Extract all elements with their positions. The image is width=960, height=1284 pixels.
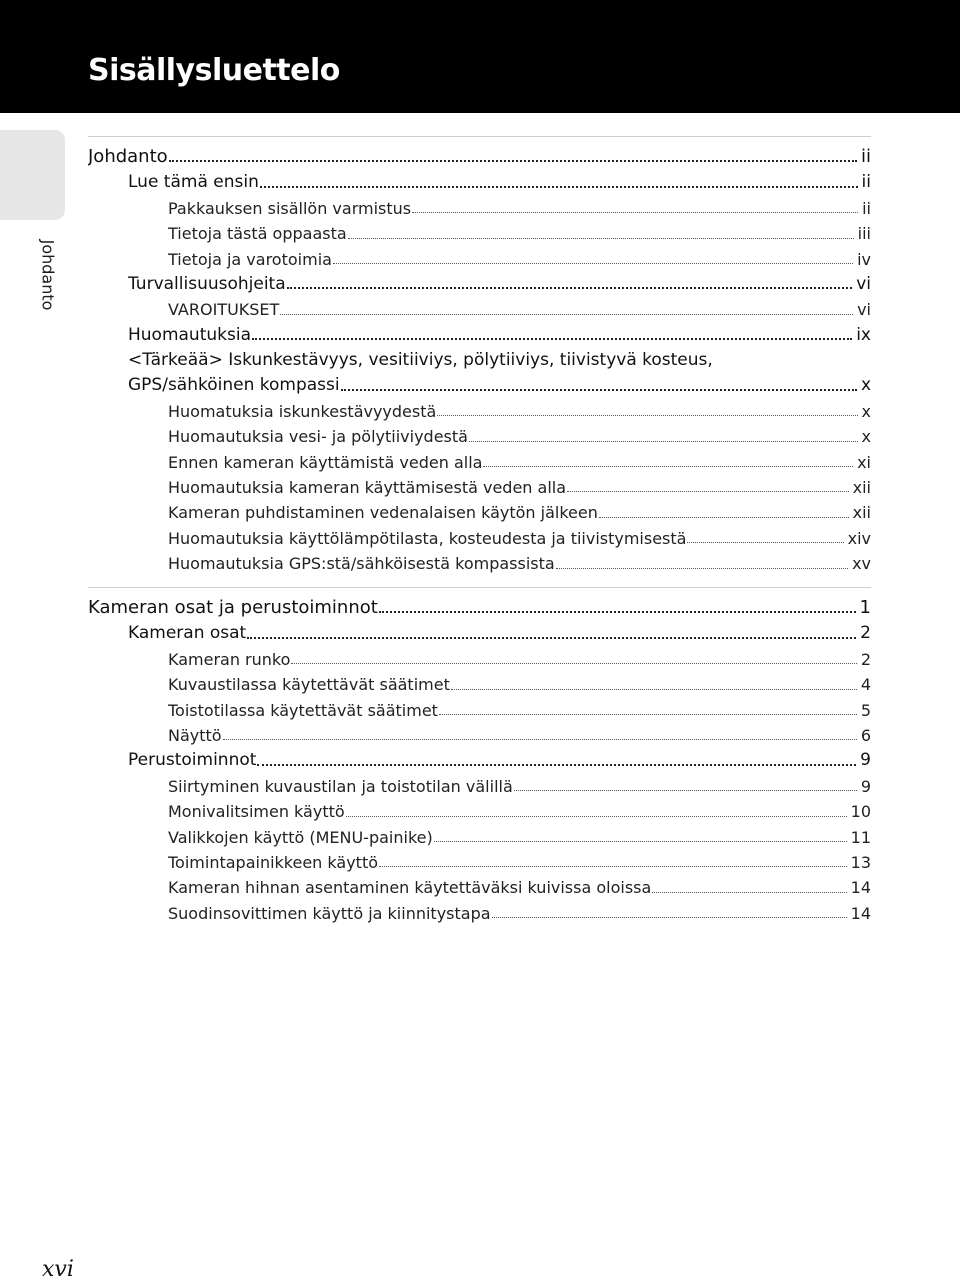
- toc-entry-page: 14: [850, 878, 871, 898]
- toc-entry[interactable]: [88, 345, 871, 370]
- toc-entry-page: ii: [862, 198, 871, 218]
- toc-entry-title: Huomatuksia iskunkestävyydestä: [168, 401, 437, 421]
- toc-entry-page: ii: [860, 145, 871, 167]
- toc-entry[interactable]: [88, 695, 871, 720]
- toc-entry-title: Siirtyminen kuvaustilan ja toistotilan välillä: [168, 776, 513, 796]
- toc-entry-title: Näyttö: [168, 725, 222, 745]
- toc-entry-page: iv: [857, 249, 871, 269]
- toc-entry-page: 9: [860, 776, 871, 796]
- dot-leader: [437, 415, 857, 416]
- dot-leader: [280, 314, 853, 315]
- dot-leader: [348, 238, 854, 239]
- toc-entry[interactable]: [88, 847, 871, 872]
- side-tab: [0, 130, 65, 220]
- toc-entry-title: Monivalitsimen käyttö: [168, 802, 345, 822]
- dot-leader: [687, 542, 843, 543]
- toc-entry[interactable]: [88, 193, 871, 218]
- toc-entry-title: Huomautuksia kameran käyttämisestä veden alla: [168, 478, 567, 498]
- toc-entry-title: Turvallisuusohjeita: [128, 273, 286, 294]
- toc-entry-page: 1: [859, 596, 871, 618]
- toc-entry[interactable]: [88, 644, 871, 669]
- toc-entry-title: Ennen kameran käyttämistä veden alla: [168, 452, 483, 472]
- dot-leader: [346, 816, 847, 817]
- dot-leader: [434, 841, 847, 842]
- toc-entry-page: 5: [860, 700, 871, 720]
- toc-entry[interactable]: [88, 218, 871, 243]
- dot-leader: [483, 466, 853, 467]
- dot-leader: [379, 611, 856, 613]
- toc-entry-page: 14: [850, 903, 871, 923]
- toc-entry[interactable]: [88, 472, 871, 497]
- dot-leader: [257, 764, 856, 766]
- toc-entry-page: x: [861, 427, 871, 447]
- page-number: xvi: [42, 1257, 74, 1282]
- toc-entry[interactable]: [88, 269, 871, 294]
- toc-entry[interactable]: [88, 548, 871, 573]
- toc-entry[interactable]: [88, 142, 871, 167]
- dot-leader: [492, 917, 847, 918]
- dot-leader: [469, 441, 858, 442]
- toc-entry[interactable]: [88, 244, 871, 269]
- toc-entry-title: Kameran puhdistaminen vedenalaisen käytön jälkeen: [168, 503, 598, 523]
- dot-leader: [412, 212, 858, 213]
- toc-entry[interactable]: [88, 872, 871, 897]
- toc-entry[interactable]: [88, 771, 871, 796]
- page-title: Sisällysluettelo: [88, 53, 340, 88]
- toc-entry-title: VAROITUKSET: [168, 300, 280, 320]
- toc-entry-page: ii: [861, 172, 871, 193]
- toc-entry-page: 11: [850, 827, 871, 847]
- toc-entry[interactable]: [88, 669, 871, 694]
- toc-entry[interactable]: [88, 497, 871, 522]
- dot-leader: [223, 739, 857, 740]
- toc-entry-title: Kuvaustilassa käytettävät säätimet: [168, 675, 450, 695]
- toc-entry-page: xii: [852, 478, 871, 498]
- dot-leader: [333, 263, 853, 264]
- toc-entry-page: xv: [852, 554, 871, 574]
- toc-entry-page: xiv: [847, 528, 871, 548]
- toc-entry-page: 2: [860, 623, 871, 644]
- dot-leader: [652, 892, 846, 893]
- dot-leader: [287, 287, 853, 289]
- toc-entry-title: Kameran runko: [168, 649, 291, 669]
- side-tab-label: Johdanto: [38, 239, 58, 311]
- toc-entry-title: Tietoja tästä oppaasta: [168, 224, 347, 244]
- toc-entry[interactable]: [88, 523, 871, 548]
- toc-entry[interactable]: [88, 421, 871, 446]
- toc-entry-page: x: [861, 401, 871, 421]
- toc-section-introduction: [88, 142, 871, 574]
- toc-entry-title: Kameran osat: [128, 623, 247, 644]
- toc-entry[interactable]: [88, 745, 871, 770]
- dot-leader: [599, 517, 849, 518]
- toc-entry[interactable]: [88, 396, 871, 421]
- toc-entry-page: xii: [852, 503, 871, 523]
- toc-entry[interactable]: [88, 822, 871, 847]
- toc-entry[interactable]: [88, 320, 871, 345]
- toc-entry[interactable]: [88, 447, 871, 472]
- toc-entry-page: 10: [850, 802, 871, 822]
- toc-entry[interactable]: [88, 167, 871, 192]
- toc-entry[interactable]: [88, 294, 871, 319]
- toc-entry-title: Tietoja ja varotoimia: [168, 249, 332, 269]
- toc-entry-title: Toistotilassa käytettävät säätimet: [168, 700, 438, 720]
- dot-leader: [341, 389, 857, 391]
- toc-entry-title: Pakkauksen sisällön varmistus: [168, 198, 412, 218]
- toc-entry-page: xi: [857, 452, 871, 472]
- toc-entry-page: 2: [860, 649, 871, 669]
- toc-entry-title: GPS/sähköinen kompassi: [128, 375, 340, 396]
- dot-leader: [514, 790, 857, 791]
- toc-entry-page: iii: [857, 224, 871, 244]
- dot-leader: [439, 714, 857, 715]
- dot-leader: [379, 866, 847, 867]
- dot-leader: [451, 689, 857, 690]
- dot-leader: [556, 568, 848, 569]
- toc-entry-page: 13: [850, 852, 871, 872]
- toc-entry-title: <Tärkeää> Iskunkestävyys, vesitiiviys, pölytiiviys, tiivistyvä kosteus,: [128, 349, 713, 370]
- toc-entry-page: x: [860, 375, 871, 396]
- toc-entry-title: Lue tämä ensin: [128, 172, 259, 193]
- toc-entry[interactable]: [88, 593, 871, 618]
- top-divider: [88, 136, 871, 137]
- toc-entry[interactable]: [88, 898, 871, 923]
- toc-entry-title: Huomautuksia vesi- ja pölytiiviydestä: [168, 427, 468, 447]
- toc-entry[interactable]: [88, 618, 871, 643]
- header-band: [0, 0, 960, 113]
- dot-leader: [247, 637, 856, 639]
- toc-entry-page: 9: [860, 750, 871, 771]
- toc-entry-title: Kameran hihnan asentaminen käytettäväksi kuivissa oloissa: [168, 878, 652, 898]
- dot-leader: [260, 186, 858, 188]
- toc-entry-title: Huomautuksia GPS:stä/sähköisestä kompassista: [168, 554, 555, 574]
- toc-entry-title: Valikkojen käyttö (MENU-painike): [168, 827, 433, 847]
- toc-entry[interactable]: [88, 796, 871, 821]
- toc-entry[interactable]: [88, 371, 871, 396]
- toc-entry-title: Johdanto: [88, 145, 168, 167]
- toc-section-camera-parts: [88, 593, 871, 923]
- toc-entry-title: Huomautuksia: [128, 324, 251, 345]
- dot-leader: [567, 491, 849, 492]
- dot-leader: [252, 338, 852, 340]
- toc-entry-title: Huomautuksia käyttölämpötilasta, kosteudesta ja tiivistymisestä: [168, 528, 687, 548]
- toc-entry-title: Kameran osat ja perustoiminnot: [88, 596, 378, 618]
- toc-entry-title: Toimintapainikkeen käyttö: [168, 852, 378, 872]
- dot-leader: [291, 663, 856, 664]
- toc-entry-title: Perustoiminnot: [128, 750, 257, 771]
- toc-entry-page: 4: [860, 675, 871, 695]
- toc-entry-page: ix: [856, 324, 871, 345]
- toc-entry-title: Suodinsovittimen käyttö ja kiinnitystapa: [168, 903, 491, 923]
- toc-entry[interactable]: [88, 720, 871, 745]
- toc-entry-page: vi: [856, 273, 871, 294]
- toc-entry-page: vi: [857, 300, 871, 320]
- section-divider: [88, 587, 871, 588]
- toc-entry-page: 6: [860, 725, 871, 745]
- dot-leader: [169, 160, 857, 162]
